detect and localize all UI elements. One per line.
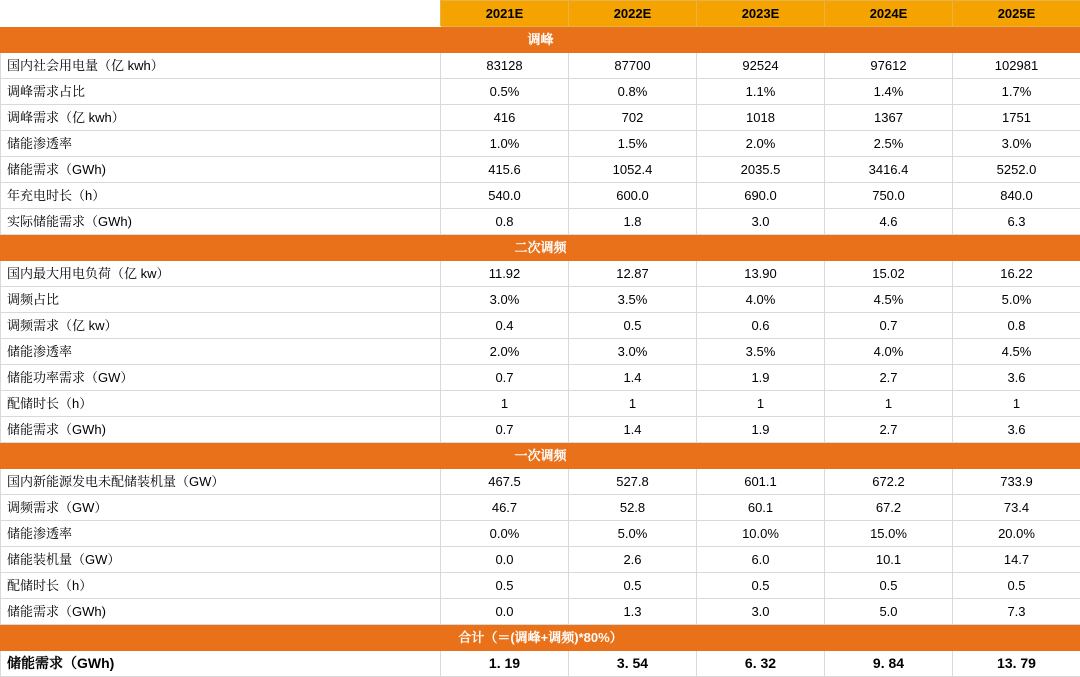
row-label: 调频需求（GW） <box>1 495 441 521</box>
row-value: 416 <box>441 105 569 131</box>
row-value: 600.0 <box>569 183 697 209</box>
row-label: 年充电时长（h） <box>1 183 441 209</box>
table-row <box>1 495 1080 521</box>
row-value: 14.7 <box>953 547 1080 573</box>
column-header-2022E: 2022E <box>569 1 697 27</box>
table-row <box>1 417 1080 443</box>
row-value: 1 <box>953 391 1080 417</box>
row-value: 11.92 <box>441 261 569 287</box>
row-value: 1.3 <box>569 599 697 625</box>
column-header-0 <box>1 1 441 27</box>
row-value: 20.0% <box>953 521 1080 547</box>
table-body <box>1 27 1080 677</box>
row-value: 2.7 <box>825 365 953 391</box>
row-value: 2.0% <box>441 339 569 365</box>
row-value: 92524 <box>697 53 825 79</box>
section-header-row <box>1 235 1080 261</box>
row-value: 2.5% <box>825 131 953 157</box>
row-value: 97612 <box>825 53 953 79</box>
row-value: 1.9 <box>697 417 825 443</box>
row-value: 1. 19 <box>441 651 569 677</box>
row-value: 83128 <box>441 53 569 79</box>
row-value: 0.5 <box>441 573 569 599</box>
row-value: 10.0% <box>697 521 825 547</box>
row-value: 0.4 <box>441 313 569 339</box>
row-value: 60.1 <box>697 495 825 521</box>
row-value: 4.0% <box>697 287 825 313</box>
table-row <box>1 209 1080 235</box>
row-value: 10.1 <box>825 547 953 573</box>
row-value: 1.4% <box>825 79 953 105</box>
section-header-row <box>1 625 1080 651</box>
row-value: 2.0% <box>697 131 825 157</box>
table-row <box>1 469 1080 495</box>
table-row <box>1 105 1080 131</box>
column-header-2024E: 2024E <box>825 1 953 27</box>
row-value: 1018 <box>697 105 825 131</box>
row-value: 0.8% <box>569 79 697 105</box>
row-value: 1.4 <box>569 417 697 443</box>
row-value: 2035.5 <box>697 157 825 183</box>
row-value: 1367 <box>825 105 953 131</box>
row-value: 1 <box>825 391 953 417</box>
row-value: 690.0 <box>697 183 825 209</box>
row-value: 0.5 <box>953 573 1080 599</box>
row-value: 1 <box>441 391 569 417</box>
row-value: 540.0 <box>441 183 569 209</box>
row-label: 储能渗透率 <box>1 521 441 547</box>
row-value: 1 <box>569 391 697 417</box>
row-value: 1 <box>697 391 825 417</box>
row-value: 3.6 <box>953 365 1080 391</box>
table-row <box>1 131 1080 157</box>
row-value: 5.0 <box>825 599 953 625</box>
row-value: 0.5 <box>697 573 825 599</box>
row-label: 储能功率需求（GW） <box>1 365 441 391</box>
row-value: 1.0% <box>441 131 569 157</box>
row-value: 4.5% <box>953 339 1080 365</box>
table-header-row <box>1 1 1080 27</box>
table-row <box>1 157 1080 183</box>
row-value: 1.4 <box>569 365 697 391</box>
row-label: 国内新能源发电未配储装机量（GW） <box>1 469 441 495</box>
row-value: 3. 54 <box>569 651 697 677</box>
row-value: 13. 79 <box>953 651 1080 677</box>
table-header <box>1 1 1080 27</box>
row-value: 87700 <box>569 53 697 79</box>
row-value: 16.22 <box>953 261 1080 287</box>
row-value: 0.5 <box>569 313 697 339</box>
column-header-2023E: 2023E <box>697 1 825 27</box>
row-value: 5.0% <box>953 287 1080 313</box>
row-label: 调频占比 <box>1 287 441 313</box>
row-label: 储能需求（GWh) <box>1 157 441 183</box>
row-value: 9. 84 <box>825 651 953 677</box>
row-value: 3.0 <box>697 209 825 235</box>
row-value: 0.5 <box>825 573 953 599</box>
row-value: 0.7 <box>825 313 953 339</box>
row-value: 840.0 <box>953 183 1080 209</box>
row-label: 储能渗透率 <box>1 339 441 365</box>
row-value: 5252.0 <box>953 157 1080 183</box>
table-row <box>1 261 1080 287</box>
row-label: 调峰需求占比 <box>1 79 441 105</box>
row-value: 3.0% <box>569 339 697 365</box>
row-value: 750.0 <box>825 183 953 209</box>
row-value: 1.5% <box>569 131 697 157</box>
row-label: 国内社会用电量（亿 kwh） <box>1 53 441 79</box>
row-value: 3416.4 <box>825 157 953 183</box>
row-value: 1751 <box>953 105 1080 131</box>
table-row <box>1 183 1080 209</box>
row-value: 1.8 <box>569 209 697 235</box>
row-label: 调频需求（亿 kw） <box>1 313 441 339</box>
row-value: 3.0 <box>697 599 825 625</box>
row-label: 调峰需求（亿 kwh） <box>1 105 441 131</box>
row-value: 527.8 <box>569 469 697 495</box>
row-value: 0.5 <box>569 573 697 599</box>
row-label: 储能渗透率 <box>1 131 441 157</box>
table-row <box>1 547 1080 573</box>
row-value: 73.4 <box>953 495 1080 521</box>
row-value: 0.7 <box>441 365 569 391</box>
row-label: 实际储能需求（GWh) <box>1 209 441 235</box>
row-value: 415.6 <box>441 157 569 183</box>
table-row <box>1 365 1080 391</box>
row-value: 4.5% <box>825 287 953 313</box>
row-value: 15.0% <box>825 521 953 547</box>
row-value: 3.5% <box>569 287 697 313</box>
row-value: 3.6 <box>953 417 1080 443</box>
section-title-primary-frequency: 一次调频 <box>1 443 1080 469</box>
row-value: 5.0% <box>569 521 697 547</box>
table-row <box>1 521 1080 547</box>
table-row <box>1 287 1080 313</box>
row-value: 2.6 <box>569 547 697 573</box>
section-title-total: 合计（＝(调峰+调频)*80%） <box>1 625 1080 651</box>
row-label: 储能装机量（GW） <box>1 547 441 573</box>
row-value: 6.3 <box>953 209 1080 235</box>
row-value: 0.7 <box>441 417 569 443</box>
row-value: 733.9 <box>953 469 1080 495</box>
column-header-2021E: 2021E <box>441 1 569 27</box>
row-label: 配储时长（h） <box>1 573 441 599</box>
table-row <box>1 313 1080 339</box>
row-value: 0.0 <box>441 599 569 625</box>
row-label: 储能需求（GWh) <box>1 599 441 625</box>
table-row <box>1 339 1080 365</box>
section-header-row <box>1 27 1080 53</box>
row-value: 1.7% <box>953 79 1080 105</box>
table-row <box>1 599 1080 625</box>
row-value: 0.8 <box>441 209 569 235</box>
row-value: 4.6 <box>825 209 953 235</box>
row-value: 672.2 <box>825 469 953 495</box>
table-row <box>1 573 1080 599</box>
table-row <box>1 651 1080 677</box>
row-value: 0.6 <box>697 313 825 339</box>
row-value: 2.7 <box>825 417 953 443</box>
row-value: 12.87 <box>569 261 697 287</box>
row-value: 1.9 <box>697 365 825 391</box>
row-value: 702 <box>569 105 697 131</box>
section-title-peak-shaving: 调峰 <box>1 27 1080 53</box>
row-value: 0.0% <box>441 521 569 547</box>
table-row <box>1 53 1080 79</box>
row-value: 0.5% <box>441 79 569 105</box>
row-value: 13.90 <box>697 261 825 287</box>
row-value: 0.8 <box>953 313 1080 339</box>
section-title-secondary-frequency: 二次调频 <box>1 235 1080 261</box>
row-value: 4.0% <box>825 339 953 365</box>
row-value: 1.1% <box>697 79 825 105</box>
row-value: 3.0% <box>441 287 569 313</box>
row-value: 15.02 <box>825 261 953 287</box>
row-label: 储能需求（GWh) <box>1 417 441 443</box>
row-value: 6.0 <box>697 547 825 573</box>
row-value: 102981 <box>953 53 1080 79</box>
row-value: 3.5% <box>697 339 825 365</box>
row-value: 7.3 <box>953 599 1080 625</box>
row-label: 国内最大用电负荷（亿 kw） <box>1 261 441 287</box>
row-value: 6. 32 <box>697 651 825 677</box>
row-value: 601.1 <box>697 469 825 495</box>
column-header-2025E: 2025E <box>953 1 1080 27</box>
row-value: 67.2 <box>825 495 953 521</box>
row-value: 46.7 <box>441 495 569 521</box>
section-header-row <box>1 443 1080 469</box>
table-row <box>1 79 1080 105</box>
table-row <box>1 391 1080 417</box>
row-label: 配储时长（h） <box>1 391 441 417</box>
row-label: 储能需求（GWh) <box>1 651 441 677</box>
row-value: 467.5 <box>441 469 569 495</box>
row-value: 0.0 <box>441 547 569 573</box>
row-value: 52.8 <box>569 495 697 521</box>
row-value: 3.0% <box>953 131 1080 157</box>
row-value: 1052.4 <box>569 157 697 183</box>
